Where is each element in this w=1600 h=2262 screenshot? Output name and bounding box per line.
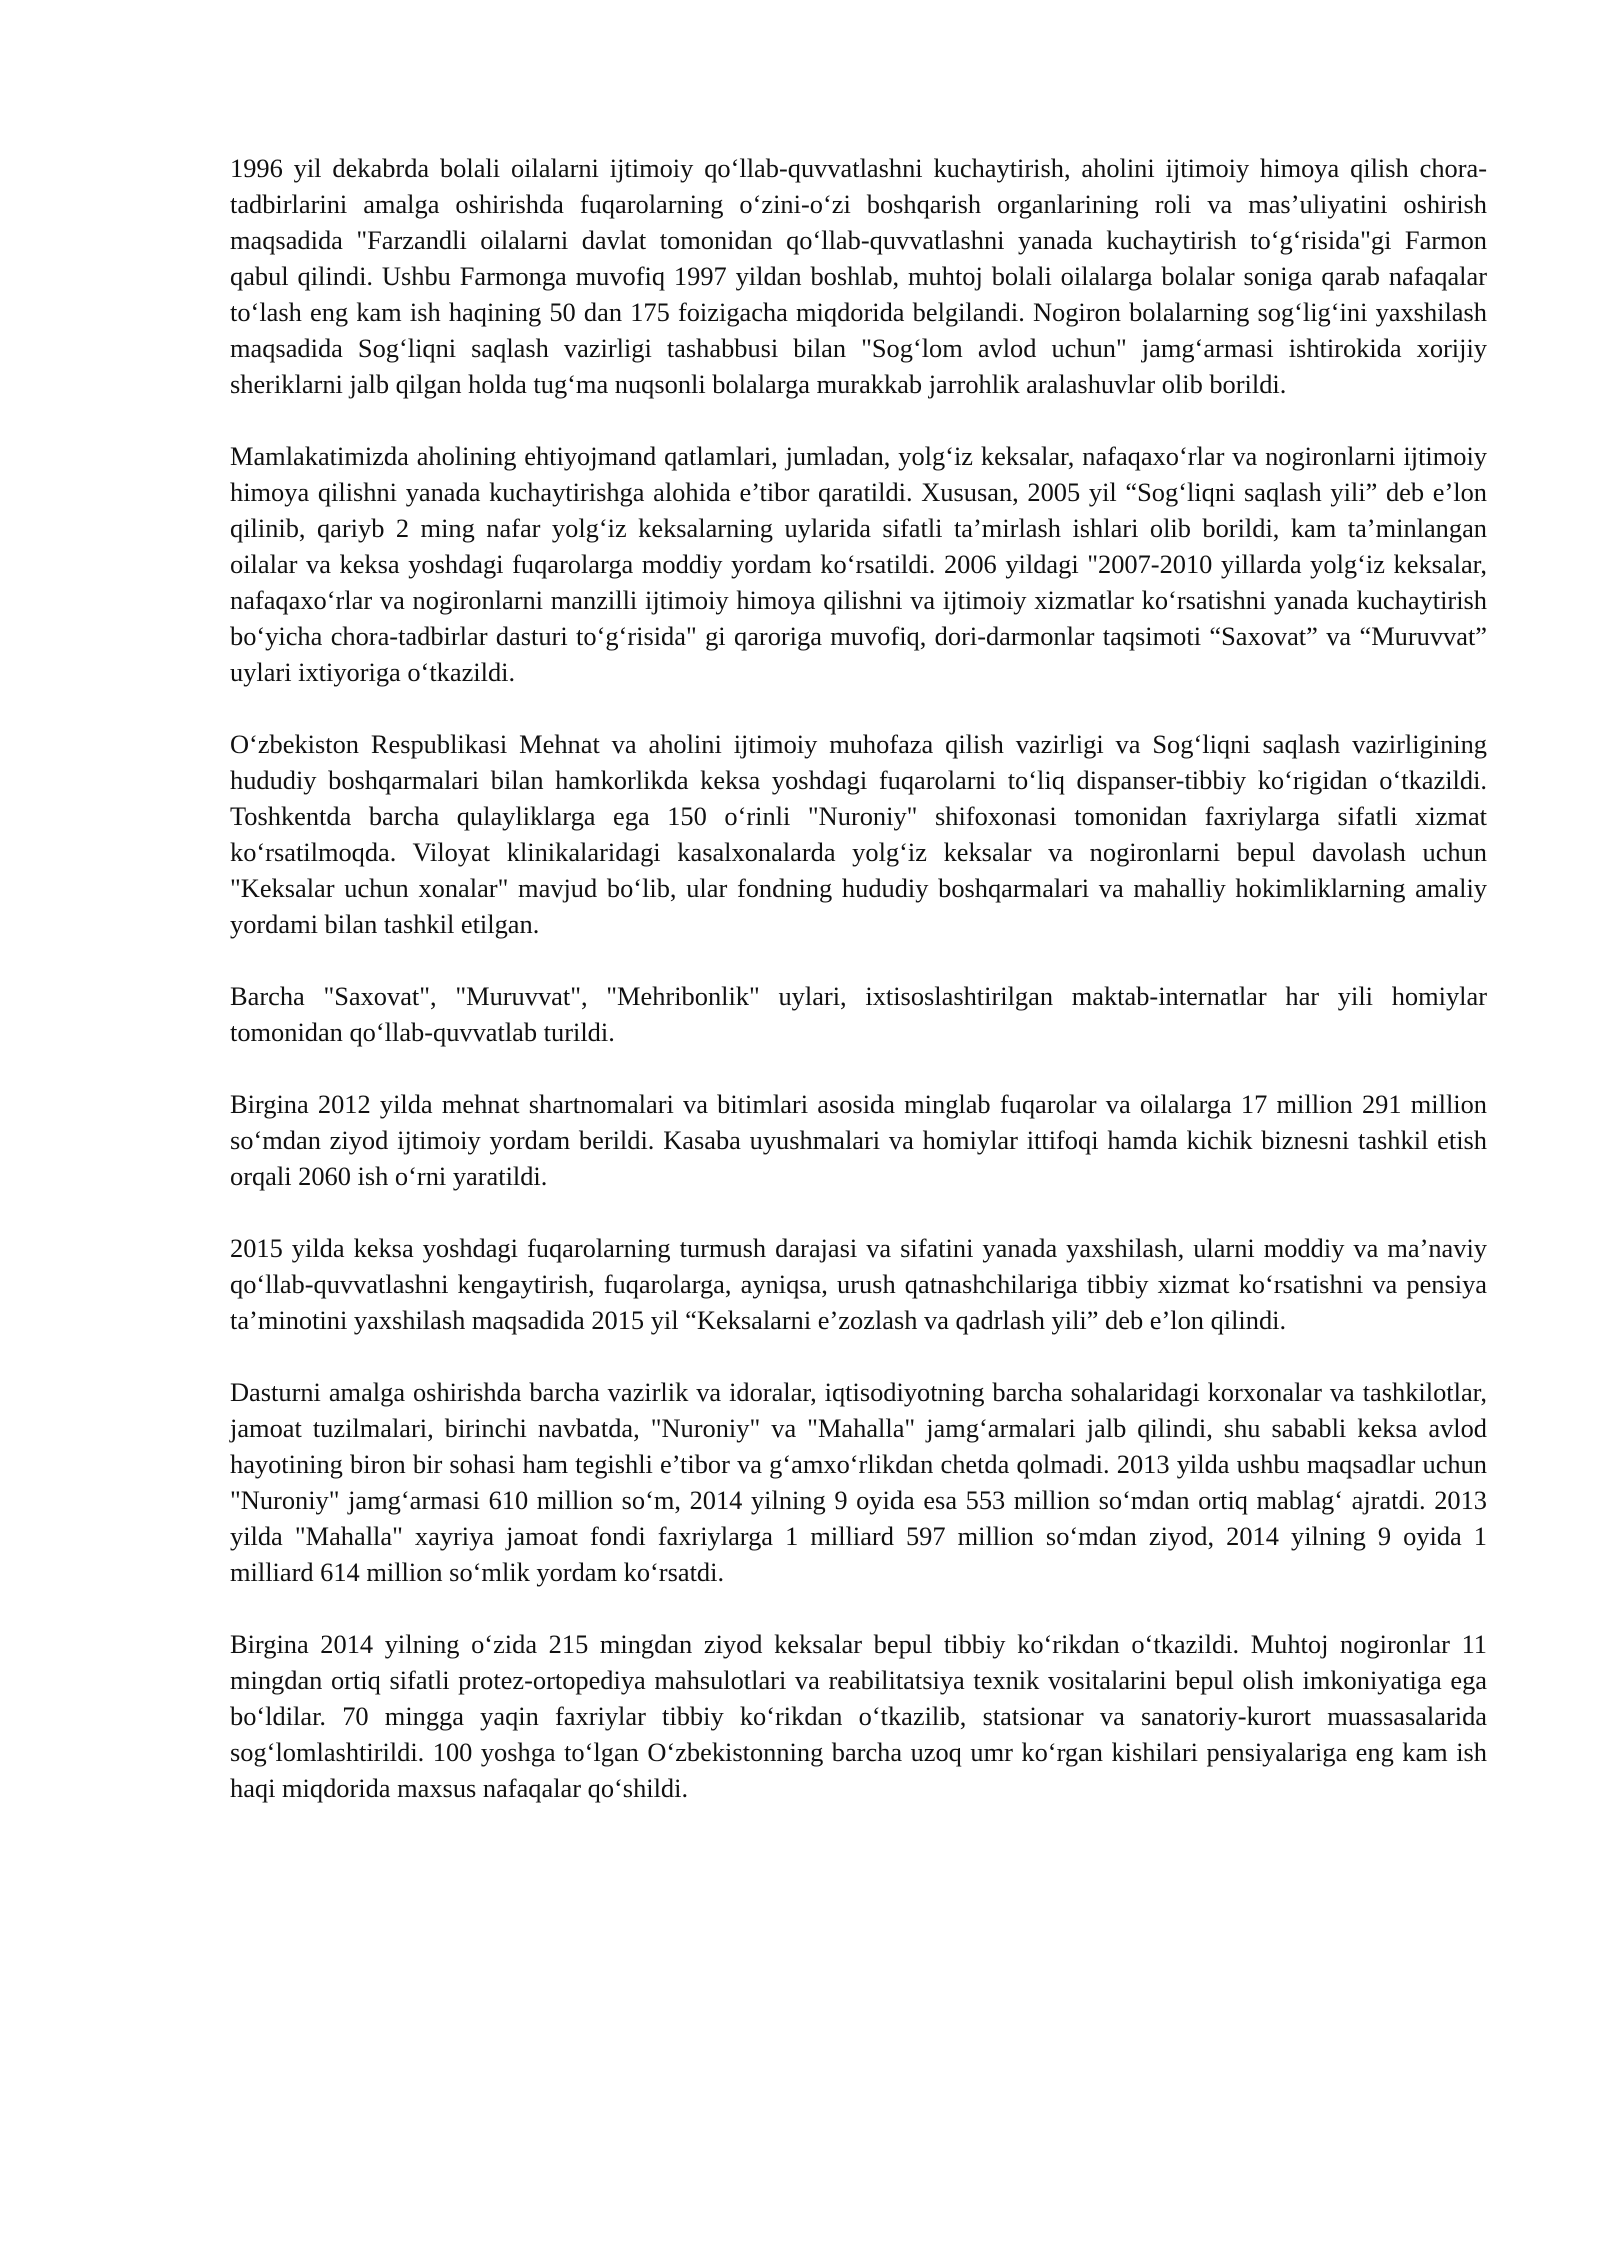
- paragraph-5: Birgina 2012 yilda mehnat shartnomalari va bitimlari asosida minglab fuqarolar va oilalarga 17 million 291 million so‘mdan ziyod ijtimoiy yordam berildi. Kasaba uyushmalari va homiylar ittifoqi hamda kichik biznesni tashkil etish orqali 2060 ish o‘rni yaratildi.: [230, 1089, 1487, 1191]
- paragraph-4: Barcha "Saxovat", "Muruvvat", "Mehribonlik" uylari, ixtisoslashtirilgan maktab-internatlar har yili homiylar tomonidan qo‘llab-quvvatlab turildi.: [230, 981, 1487, 1047]
- paragraph-1: 1996 yil dekabrda bolali oilalarni ijtimoiy qo‘llab-quvvatlashni kuchaytirish, aholini ijtimoiy himoya qilish chora-tadbirlarini amalga oshirishda fuqarolarning o‘zini-o‘zi boshqarish organlarining roli va mas’uliyatini oshirish maqsadida "Farzandli oilalarni davlat tomonidan qo‘llab-quvvatlashni yanada kuchaytirish to‘g‘risida"gi Farmon qabul qilindi. Ushbu Farmonga muvofiq 1997 yildan boshlab, muhtoj bolali oilalarga bolalar soniga qarab nafaqalar to‘lash eng kam ish haqining 50 dan 175 foizigacha miqdorida belgilandi. Nogiron bolalarning sog‘lig‘ini yaxshilash maqsadida Sog‘liqni saqlash vazirligi tashabbusi bilan "Sog‘lom avlod uchun" jamg‘armasi ishtirokida xorijiy sheriklarni jalb qilgan holda tug‘ma nuqsonli bolalarga murakkab jarrohlik aralashuvlar olib borildi.: [230, 153, 1487, 399]
- paragraph-7: Dasturni amalga oshirishda barcha vazirlik va idoralar, iqtisodiyotning barcha sohalaridagi korxonalar va tashkilotlar, jamoat tuzilmalari, birinchi navbatda, "Nuroniy" va "Mahalla" jamg‘armalari jalb qilindi, shu sababli keksa avlod hayotining biron bir sohasi ham tegishli e’tibor va g‘amxo‘rlikdan chetda qolmadi. 2013 yilda ushbu maqsadlar uchun "Nuroniy" jamg‘armasi 610 million so‘m, 2014 yilning 9 oyida esa 553 million so‘mdan ortiq mablag‘ ajratdi. 2013 yilda "Mahalla" xayriya jamoat fondi faxriylarga 1 milliard 597 million so‘mdan ziyod, 2014 yilning 9 oyida 1 milliard 614 million so‘mlik yordam ko‘rsatdi.: [230, 1377, 1487, 1587]
- paragraph-8: Birgina 2014 yilning o‘zida 215 mingdan ziyod keksalar bepul tibbiy ko‘rikdan o‘tkazildi. Muhtoj nogironlar 11 mingdan ortiq sifatli protez-ortopediya mahsulotlari va reabilitatsiya texnik vositalarini bepul olish imkoniyatiga ega bo‘ldilar. 70 mingga yaqin faxriylar tibbiy ko‘rikdan o‘tkazilib, statsionar va sanatoriy-kurort muassasalarida sog‘lomlashtirildi. 100 yoshga to‘lgan O‘zbekistonning barcha uzoq umr ko‘rgan kishilari pensiyalariga eng kam ish haqi miqdorida maxsus nafaqalar qo‘shildi.: [230, 1629, 1487, 1803]
- paragraph-3: O‘zbekiston Respublikasi Mehnat va aholini ijtimoiy muhofaza qilish vazirligi va Sog‘liqni saqlash vazirligining hududiy boshqarmalari bilan hamkorlikda keksa yoshdagi fuqarolarni to‘liq dispanser-tibbiy ko‘rigidan o‘tkazildi. Toshkentda barcha qulayliklarga ega 150 o‘rinli "Nuroniy" shifoxonasi tomonidan faxriylarga sifatli xizmat ko‘rsatilmoqda. Viloyat klinikalaridagi kasalxonalarda yolg‘iz keksalar va nogironlarni bepul davolash uchun "Keksalar uchun xonalar" mavjud bo‘lib, ular fondning hududiy boshqarmalari va mahalliy hokimliklarning amaliy yordami bilan tashkil etilgan.: [230, 729, 1487, 939]
- paragraph-6: 2015 yilda keksa yoshdagi fuqarolarning turmush darajasi va sifatini yanada yaxshilash, ularni moddiy va ma’naviy qo‘llab-quvvatlashni kengaytirish, fuqarolarga, ayniqsa, urush qatnashchilariga tibbiy xizmat ko‘rsatishni va pensiya ta’minotini yaxshilash maqsadida 2015 yil “Keksalarni e’zozlash va qadrlash yili” deb e’lon qilindi.: [230, 1233, 1487, 1335]
- paragraph-2: Mamlakatimizda aholining ehtiyojmand qatlamlari, jumladan, yolg‘iz keksalar, nafaqaxo‘rlar va nogironlarni ijtimoiy himoya qilishni yanada kuchaytirishga alohida e’tibor qaratildi. Xususan, 2005 yil “Sog‘liqni saqlash yili” deb e’lon qilinib, qariyb 2 ming nafar yolg‘iz keksalarning uylarida sifatli ta’mirlash ishlari olib borildi, kam ta’minlangan oilalar va keksa yoshdagi fuqarolarga moddiy yordam ko‘rsatildi. 2006 yildagi "2007-2010 yillarda yolg‘iz keksalar, nafaqaxo‘rlar va nogironlarni manzilli ijtimoiy himoya qilishni va ijtimoiy xizmatlar ko‘rsatishni yanada kuchaytirish bo‘yicha chora-tadbirlar dasturi to‘g‘risida" gi qaroriga muvofiq, dori-darmonlar taqsimoti “Saxovat” va “Muruvvat” uylari ixtiyoriga o‘tkazildi.: [230, 441, 1487, 687]
- document-body: [230, 150, 1487, 1842]
